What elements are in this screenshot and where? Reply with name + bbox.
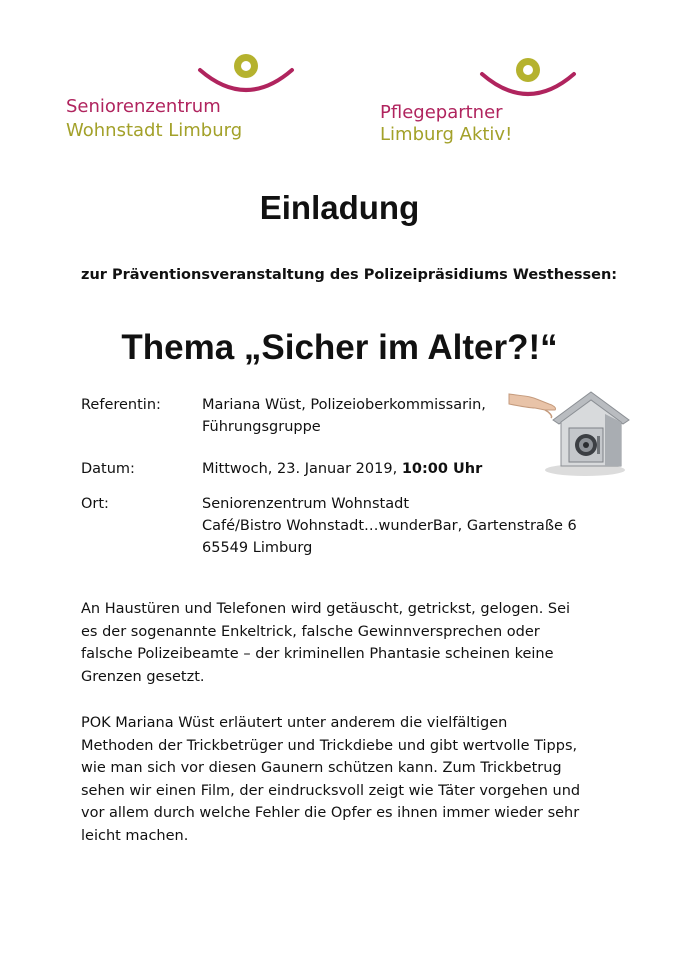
datum-label: Datum: bbox=[81, 461, 135, 477]
paragraph-2-line: leicht machen. bbox=[81, 827, 189, 844]
ort-line1: Seniorenzentrum Wohnstadt bbox=[202, 496, 410, 512]
subtitle: zur Präventionsveranstaltung des Polizeipräsidiums Westhessen: bbox=[81, 267, 618, 283]
logo-left bbox=[66, 48, 296, 148]
ort-label: Ort: bbox=[81, 496, 109, 512]
logo-left-line2: Wohnstadt Limburg bbox=[66, 120, 243, 141]
ort-line3: 65549 Limburg bbox=[202, 540, 313, 556]
smiling-face-logo-icon bbox=[478, 52, 578, 102]
datum-date: Mittwoch, 23. Januar 2019, bbox=[202, 461, 402, 477]
paragraph-2-line: POK Mariana Wüst erläutert unter anderem die vielfältigen bbox=[81, 715, 508, 731]
referentin-line1: Mariana Wüst, Polizeioberkommissarin, bbox=[202, 397, 486, 413]
logo-left-line1: Seniorenzentrum bbox=[66, 96, 221, 117]
paragraph-2-line: sehen wir einen Film, der eindrucksvoll zeigt wie Täter vorgehen und bbox=[81, 782, 581, 799]
logo-right-line2: Limburg Aktiv! bbox=[380, 124, 513, 145]
referentin-line2: Führungsgruppe bbox=[202, 419, 321, 435]
paragraph-1 bbox=[81, 598, 601, 688]
topic-heading: Thema „Sicher im Alter?!“ bbox=[121, 328, 558, 367]
ort-line2: Café/Bistro Wohnstadt…wunderBar, Gartenstraße 6 bbox=[202, 518, 577, 534]
house-safe-with-hand-icon bbox=[505, 378, 635, 478]
page-title: Einladung bbox=[259, 189, 420, 226]
datum-time: 10:00 Uhr bbox=[401, 461, 483, 477]
logo-right bbox=[380, 52, 590, 152]
paragraph-1-line: falsche Polizeibeamte – der kriminellen Phantasie scheinen keine bbox=[81, 646, 554, 662]
paragraph-2-line: Methoden der Trickbetrüger und Trickdiebe und gibt wertvolle Tipps, bbox=[81, 737, 578, 754]
logo-right-line1: Pflegepartner bbox=[380, 102, 503, 123]
paragraph-2 bbox=[81, 712, 601, 847]
paragraph-2-line: wie man sich vor diesen Gaunern schützen kann. Zum Trickbetrug bbox=[81, 760, 562, 776]
referentin-label: Referentin: bbox=[81, 397, 161, 413]
paragraph-1-line: es der sogenannte Enkeltrick, falsche Gewinnversprechen oder bbox=[81, 623, 540, 640]
smiling-face-logo-icon bbox=[196, 48, 296, 98]
paragraph-2-line: vor allem durch welche Fehler die Opfer es ihnen immer wieder sehr bbox=[81, 805, 580, 821]
paragraph-1-line: Grenzen gesetzt. bbox=[81, 668, 205, 685]
datum-value bbox=[202, 458, 482, 480]
paragraph-1-line: An Haustüren und Telefonen wird getäuscht, getrickst, gelogen. Sei bbox=[81, 601, 571, 617]
